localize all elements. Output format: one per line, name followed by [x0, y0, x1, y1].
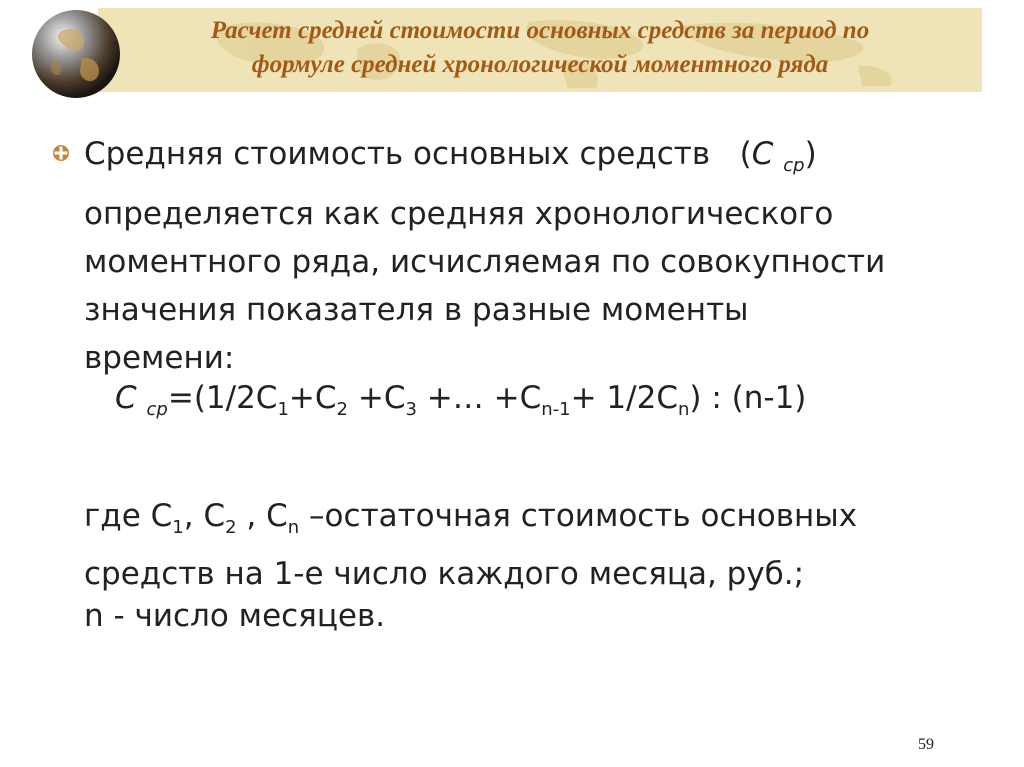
where-part-2: , С	[183, 498, 226, 534]
slide-body	[84, 130, 984, 382]
formula-part-4: +… +С	[416, 380, 542, 416]
symbol-c-subscript: ср	[783, 155, 805, 177]
n-definition: n - число месяцев.	[84, 598, 386, 634]
paragraph-line-5: времени:	[84, 340, 235, 377]
symbol-c: С	[751, 136, 774, 172]
where-sub-2: 2	[225, 517, 237, 539]
formula-lhs-sub: ср	[146, 399, 168, 421]
bullet-icon	[52, 144, 70, 162]
where-part-1: где С	[84, 498, 173, 534]
where-sub-1: 1	[172, 517, 184, 539]
where-line-2: средств на 1-е число каждого месяца, руб.;	[84, 556, 805, 593]
formula	[115, 380, 806, 420]
title-line-2: формуле средней хронологической моментного ряда	[251, 51, 829, 78]
formula-part-3: +С	[347, 380, 406, 416]
formula-sub-2: 2	[336, 399, 348, 421]
title-line-1: Расчет средней стоимости основных средств за период по	[210, 17, 870, 44]
formula-sub-3: 3	[405, 399, 417, 421]
formula-part-2: +С	[288, 380, 337, 416]
paragraph-line-1: Средняя стоимость основных средств	[84, 136, 711, 172]
formula-sub-1: 1	[277, 399, 289, 421]
formula-sub-5: n	[677, 399, 690, 421]
where-part-4: –остаточная стоимость основных	[299, 498, 858, 534]
formula-part-1: =(1/2С	[167, 380, 278, 416]
formula-sub-4: n-1	[541, 399, 571, 421]
definition-paragraph: Средняя стоимость основных средств (С $_{ср}$) определяется как средняя хронологического моментного ряда, исчисляемая по совокупности значения показателя в разные моменты времени:	[84, 136, 886, 377]
where-sub-3: n	[287, 517, 300, 539]
slide-title	[98, 14, 982, 82]
formula-part-6: ) : (n-1)	[689, 380, 807, 416]
paragraph-line-2: определяется как средняя хронологического	[84, 196, 834, 233]
where-paragraph	[84, 493, 984, 598]
formula-part-5: + 1/2С	[570, 380, 678, 416]
globe-icon	[30, 8, 122, 100]
formula-lhs: С	[115, 380, 137, 416]
page-number: 59	[918, 736, 934, 753]
where-part-3: , С	[236, 498, 288, 534]
paragraph-line-4: значения показателя в разные моменты	[84, 292, 749, 329]
paragraph-line-3: моментного ряда, исчисляемая по совокупности	[84, 244, 886, 281]
